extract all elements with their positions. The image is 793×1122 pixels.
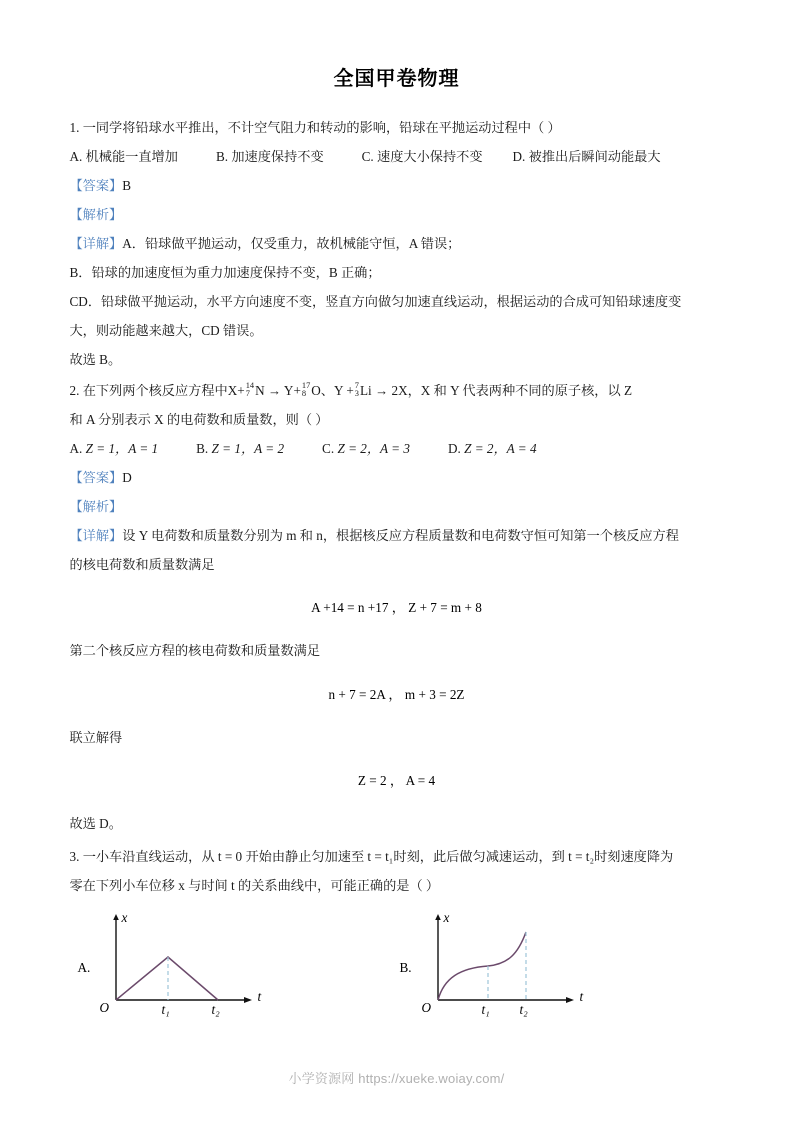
question-2: [70, 376, 724, 838]
option-b-key: B.: [215, 149, 229, 164]
option-d-text: 被推出后瞬间动能最大: [528, 149, 661, 164]
document-body: [70, 91, 724, 1027]
option-a-text: 机械能一直增加: [85, 149, 178, 164]
question-1-answer: [70, 171, 724, 200]
nitrogen-mass-number: 14: [245, 381, 255, 390]
graph-b-x-arrow: [566, 997, 574, 1003]
graph-a-key: A.: [77, 960, 91, 976]
oxygen-mass-number: 17: [301, 381, 311, 390]
graph-b-tick-t2: t₂: [519, 1002, 528, 1018]
nuclear-equation-1: [228, 383, 321, 398]
page-title: 全国甲卷物理: [333, 68, 460, 90]
graph-b-curve: [438, 932, 526, 1000]
q2-option-d-key: D.: [447, 441, 461, 456]
nitrogen-atomic-number: 7: [245, 389, 250, 398]
eq2-result: 2X: [391, 383, 408, 398]
option-c-text: 速度大小保持不变: [377, 149, 483, 164]
nitrogen-symbol: N: [255, 383, 265, 398]
oxygen-atomic-number: 8: [301, 389, 307, 398]
nuclear-equation-2: [334, 383, 408, 398]
q2-detail-label: 【详解】: [69, 528, 123, 543]
option-d-key: D.: [512, 149, 526, 164]
q2-answer-value: D: [122, 470, 132, 485]
answer-value: B: [122, 178, 132, 193]
question-3-stem-line-1: [70, 842, 724, 871]
question-2-detail-line-1: [70, 521, 724, 550]
question-2-detail-line-2: 的核电荷数和质量数满足: [69, 557, 215, 572]
lithium-nuclide: [355, 381, 359, 397]
q2-analysis-label: 【解析】: [69, 499, 123, 514]
question-1-stem-text: 一同学将铅球水平推出，不计空气阻力和转动的影响，铅球在平抛运动过程中（ ）: [82, 120, 561, 135]
question-2-detail-line-4: 联立解得: [69, 729, 123, 745]
site-watermark: 小学资源网 https://xueke.woiay.com/: [288, 1071, 505, 1086]
question-1-options: [70, 142, 724, 171]
option-b[interactable]: [216, 142, 324, 171]
oxygen-symbol: O: [311, 383, 321, 398]
question-3-stem-line-2: 零在下列小车位移 x 与时间 t 的关系曲线中，可能正确的是（ ）: [69, 878, 440, 894]
q2-option-d[interactable]: [448, 434, 537, 463]
graph-a-origin-label: O: [99, 1000, 110, 1016]
q2-option-c-text: Z = 2，A = 3: [337, 441, 410, 456]
q2-option-d-text: Z = 2，A = 4: [464, 441, 537, 456]
graph-b-y-arrow: [435, 914, 441, 920]
graph-b-key: B.: [399, 960, 412, 976]
answer-label: 【答案】: [69, 178, 123, 193]
question-1-detail-line-4: 大，则动能越来越大，CD 错误。: [69, 323, 263, 338]
q2-option-a-text: Z = 1，A = 1: [85, 441, 159, 456]
question-3: [70, 842, 724, 1027]
option-d[interactable]: [513, 142, 661, 171]
eq1-plus2: +: [293, 383, 301, 398]
graph-a-tick-t1: t₁: [161, 1002, 170, 1018]
graph-b-tick-t1: t₁: [481, 1002, 490, 1018]
question-1-analysis-label: [70, 200, 724, 229]
question-1-detail-line-1: [70, 229, 724, 258]
question-1-number: 1.: [69, 120, 80, 135]
graph-option-a: [78, 912, 288, 1029]
graph-b-x-axis-label: t: [579, 989, 584, 1005]
eq2-y: Y: [333, 383, 344, 398]
option-a-key: A.: [69, 149, 83, 164]
graph-a-x-arrow: [244, 997, 252, 1003]
question-2-formula-3: Z = 2 ， A = 4: [357, 772, 436, 788]
eq2-plus: +: [346, 383, 354, 398]
question-2-formula-1: A +14 = n +17 ， Z + 7 = m + 8: [311, 600, 482, 616]
detail-label: 【详解】: [69, 236, 123, 251]
nitrogen-nuclide: [246, 381, 254, 397]
graph-a-tick-t2: t₂: [211, 1002, 220, 1018]
question-2-stem-line-1: [70, 376, 724, 405]
q2-option-c[interactable]: [322, 434, 410, 463]
graph-a-x-axis-label: t: [257, 989, 262, 1005]
oxygen-nuclide: [302, 381, 310, 397]
question-2-answer: [70, 463, 724, 492]
question-1-detail-line-2: B．铅球的加速度恒为重力加速度保持不变，B 正确；: [69, 265, 381, 280]
graph-b-y-axis-label: x: [443, 910, 450, 926]
q2-option-a[interactable]: [70, 434, 159, 463]
question-2-number: 2.: [69, 383, 80, 398]
question-3-number: 3.: [69, 849, 80, 865]
lithium-symbol: Li: [359, 383, 372, 398]
lithium-atomic-number: 3: [354, 389, 359, 398]
equation-separator: 、: [320, 383, 334, 398]
question-1-detail-line-5: 故选 B。: [69, 352, 122, 367]
q2-option-b[interactable]: [196, 434, 284, 463]
graph-option-b: [400, 912, 610, 1029]
question-2-analysis-label: [70, 492, 724, 521]
option-c[interactable]: [362, 142, 483, 171]
q2-answer-label: 【答案】: [69, 470, 123, 485]
question-3-stem-text-1: 一小车沿直线运动，从 t = 0 开始由静止匀加速至 t = t₁时刻，此后做匀减速运动，到 t = t₂时刻速度降为: [82, 849, 674, 865]
question-2-stem-line-2: 和 A 分别表示 X 的电荷数和质量数，则（ ）: [69, 412, 329, 427]
question-2-detail-line-5: 故选 D。: [69, 816, 122, 832]
eq2-arrow: →: [374, 383, 389, 398]
lithium-mass-number: 7: [354, 381, 359, 390]
question-2-formula-2: n + 7 = 2A ， m + 3 = 2Z: [328, 686, 465, 702]
graph-a-curve: [116, 957, 218, 1000]
question-2-stem-pre: 在下列两个核反应方程中: [82, 383, 228, 398]
eq1-plus: +: [237, 383, 245, 398]
option-a[interactable]: [70, 142, 178, 171]
q2-option-a-key: A.: [69, 441, 83, 456]
question-2-stem-mid: ，X 和 Y 代表两种不同的原子核，以 Z: [407, 383, 633, 398]
q2-option-c-key: C.: [322, 441, 335, 456]
question-1-stem: [70, 113, 724, 142]
graph-a-y-axis-label: x: [121, 910, 128, 926]
eq1-x: X: [227, 383, 238, 398]
eq1-arrow: →: [267, 383, 282, 398]
q2-option-b-text: Z = 1，A = 2: [211, 441, 285, 456]
q2-option-b-key: B.: [196, 441, 209, 456]
question-3-graphs: [70, 912, 724, 1027]
eq1-y: Y: [283, 383, 294, 398]
detail-text-1: A．铅球做平抛运动，仅受重力，故机械能守恒，A 错误；: [122, 236, 461, 251]
question-2-options: [70, 434, 724, 463]
question-2-detail-line-3: 第二个核反应方程的核电荷数和质量数满足: [69, 643, 321, 659]
analysis-label: 【解析】: [69, 207, 123, 222]
option-c-key: C.: [361, 149, 374, 164]
question-1: [70, 113, 724, 374]
graph-a-y-arrow: [113, 914, 119, 920]
option-b-text: 加速度保持不变: [231, 149, 324, 164]
question-1-detail-line-3: CD．铅球做平抛运动，水平方向速度不变，竖直方向做匀加速直线运动，根据运动的合成可知铅球速度变: [69, 294, 682, 309]
q2-detail-text-1: 设 Y 电荷数和质量数分别为 m 和 n，根据核反应方程质量数和电荷数守恒可知第一个核反应方程: [122, 528, 679, 543]
graph-b-origin-label: O: [421, 1000, 432, 1016]
